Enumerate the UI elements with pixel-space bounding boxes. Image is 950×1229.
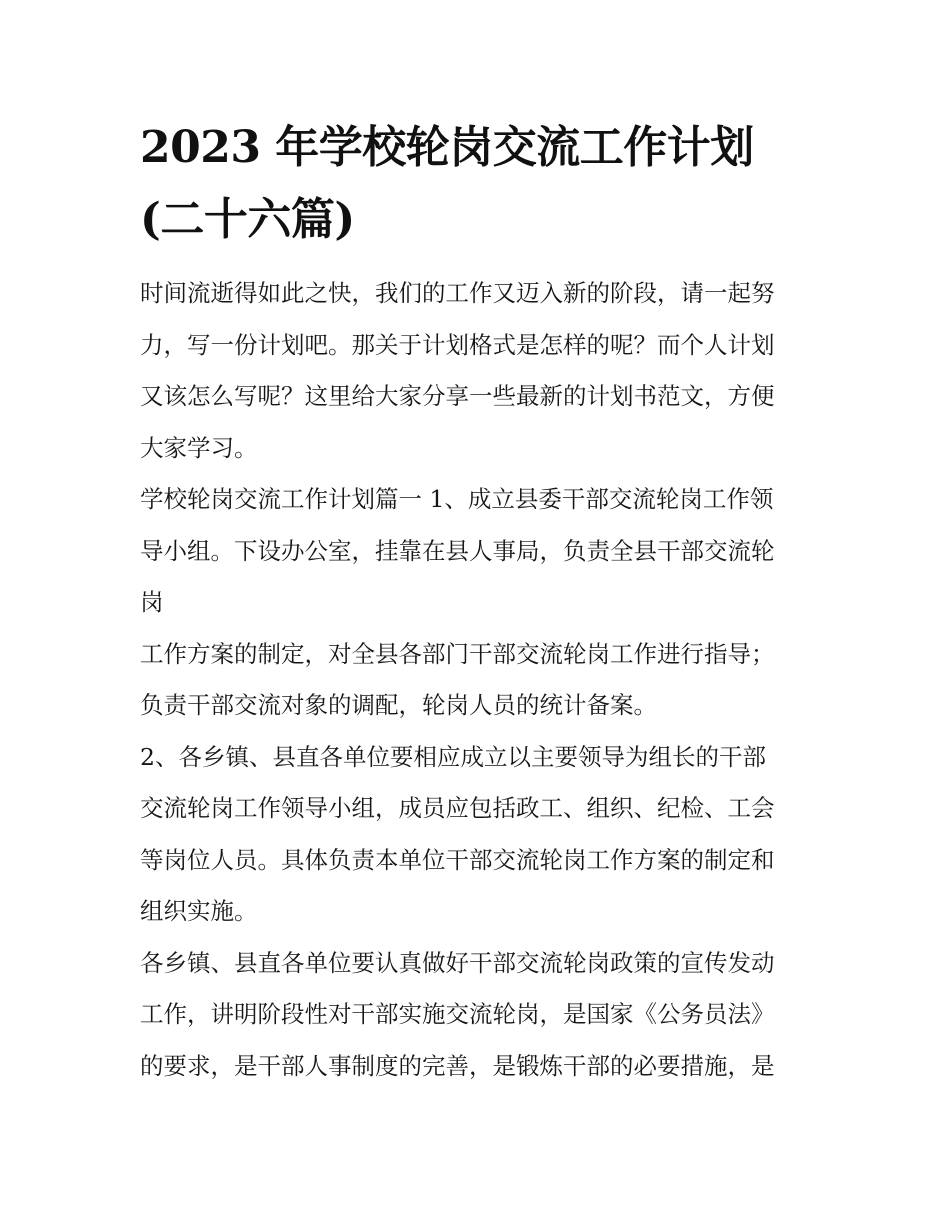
- body-line: 负责干部交流对象的调配，轮岗人员的统计备案。: [140, 691, 657, 719]
- body-line: 又该怎么写呢？这里给大家分享一些最新的计划书范文，方便: [140, 382, 775, 410]
- body-line: 等岗位人员。具体负责本单位干部交流轮岗工作方案的制定和: [140, 845, 775, 874]
- document-content: [140, 112, 815, 1092]
- body-line: 组织实施。: [140, 897, 258, 925]
- body-line: 工作，讲明阶段性对干部实施交流轮岗，是国家《公务员法》: [140, 1000, 775, 1028]
- title-line: 2023 年学校轮岗交流工作计划: [140, 122, 754, 173]
- body-line: 的要求，是干部人事制度的完善，是锻炼干部的必要措施，是: [140, 1051, 775, 1080]
- body-line: 导小组。下设办公室，挂靠在县人事局，负责全县干部交流轮: [140, 536, 775, 565]
- title-line: (二十六篇): [140, 194, 355, 245]
- document-body: [140, 268, 815, 1092]
- body-line: 力，写一份计划吧。那关于计划格式是怎样的呢？而个人计划: [140, 330, 775, 359]
- document-title: [140, 112, 815, 256]
- body-line: 工作方案的制定，对全县各部门干部交流轮岗工作进行指导；: [140, 639, 775, 668]
- body-line: 2、各乡镇、县直各单位要相应成立以主要领导为组长的干部: [140, 742, 766, 771]
- body-line: 岗: [140, 588, 164, 616]
- body-line: 大家学习。: [140, 433, 258, 462]
- body-line: 学校轮岗交流工作计划篇一 1、成立县委干部交流轮岗工作领: [140, 485, 774, 513]
- body-line: 时间流逝得如此之快，我们的工作又迈入新的阶段，请一起努: [140, 279, 775, 307]
- body-line: 交流轮岗工作领导小组，成员应包括政工、组织、纪检、工会: [140, 794, 775, 822]
- body-line: 各乡镇、县直各单位要认真做好干部交流轮岗政策的宣传发动: [140, 948, 775, 977]
